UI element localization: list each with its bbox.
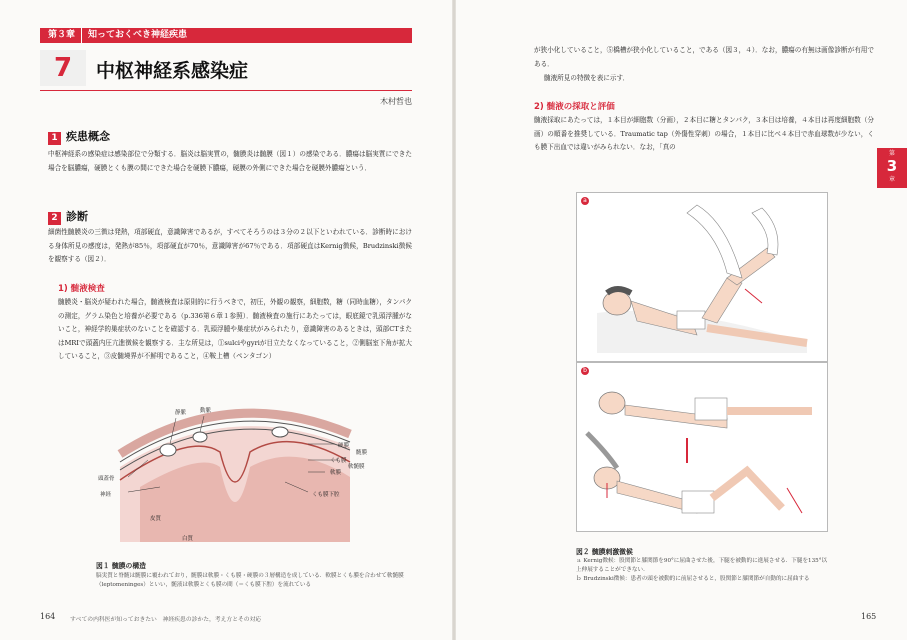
chapter-title: 知っておくべき神経疾患 [88, 30, 188, 40]
motion-arrow-leg [787, 488, 802, 513]
label-artery: 動脈 [200, 408, 212, 414]
chapter-label: 第３章 [40, 28, 82, 43]
figure1-caption: 図１ 髄膜の構造 [96, 562, 146, 570]
label-dura: 硬膜 [338, 443, 350, 449]
heading-text: 疾患概念 [66, 130, 110, 143]
paragraph-diagnosis: 細菌性髄膜炎の三徴は発熱，項部硬直，意識障害であるが，すべてそろうのは３分の２以下といわれている．診断時における身体所見の感度は，発熱が85％，項部硬直が70％，意識障害が67％である．項部硬直はKernig徴候，Brudzinski徴候を観察する（図２）． [48, 228, 412, 264]
figure2-caption: 図２ 髄膜刺激徴候 [576, 548, 633, 556]
figure-meninges-structure [80, 392, 380, 552]
examiner-arm-right [752, 208, 778, 255]
brudzinski-illustration [577, 363, 827, 531]
vessel-right [272, 427, 288, 437]
subheading-csf-collection: 2) 髄液の採取と評価 [534, 102, 615, 112]
heading-text: 診断 [66, 210, 88, 223]
heading-number: 1 [48, 132, 61, 145]
figure2-description-a: ａ Kernig徴候：股関節と膝関節を90°に屈曲させた後，下腿を被動的に進展させる．下腿を135°以上伸展することができない． [576, 558, 828, 573]
side-tab-prefix: 第 [888, 150, 895, 157]
section-title: 中枢神経系感染症 [96, 60, 249, 82]
right-page [456, 0, 907, 640]
figure-badge-a: a [581, 197, 589, 205]
chapter-side-tab [877, 148, 907, 188]
section-title-row [40, 50, 412, 91]
label-leptomeninges: 軟髄膜 [348, 464, 365, 470]
patient-head-top [599, 392, 625, 414]
page-number-left: 164 [40, 612, 56, 621]
paragraph-concept: 中枢神経系の感染症は感染部位で分類する．脳炎は脳実質の，髄膜炎は髄膜（図１）の感染である．膿瘍は脳実質にできた場合を脳膿瘍，硬膜とくも膜の間にできた場合を硬膜下膿瘍，硬膜の外側にできた場合を硬膜外膿瘍という． [48, 150, 412, 172]
examiner-arm-left [687, 205, 742, 278]
figure2b-brudzinski [576, 362, 828, 532]
figure-badge-b: b [581, 367, 589, 375]
paragraph-csf-collection: 髄液採取にあたっては，１本目が細胞数（分画），２本目に糖とタンパク，３本目は培養，４本目は再度細胞数（分画）の順番を推奨している．Traumatic tap（外傷性穿刺）の場合，１本目に比べ４本目で赤血球数が少ない，くも膜下出血では違いがみられない．なお，「真の [534, 116, 874, 152]
side-tab-number: 3 [886, 157, 898, 175]
label-skull: 頭蓋骨 [98, 476, 115, 482]
vein-vessel [160, 444, 176, 456]
label-white-matter: 白質 [182, 536, 194, 542]
left-page [0, 0, 452, 640]
patient-flexed-leg [712, 471, 782, 508]
heading-disease-concept [48, 128, 110, 145]
paragraph-csf-exam: 髄膜炎・脳炎が疑われた場合，髄液検査は原則的に行うべきで，初圧，外観の観察，細胞数，糖（同時血糖），タンパクの測定，グラム染色と培養が必要である（p.336第６章１参照）．髄液検査の施行にあたっては，眼底鏡で乳頭浮腫がないこと，神経学的巣症状のないことを確認する．乳頭浮腫や巣症状がみられたり，意識障害のあるときは，頭部CTまたはMRIで頭蓋内圧亢進徴候を観察する．主な所見は，①sulciやgyriが目立たなくなっていること，②側脳室下角が拡大していること，③皮髄境界が不鮮明であること，④鞍上槽（ペンタゴン） [58, 298, 412, 361]
side-tab-suffix: 章 [888, 176, 895, 183]
label-pia: 軟膜 [330, 470, 342, 476]
label-subarachnoid: くも膜下腔 [312, 492, 340, 498]
paragraph-table-ref: 髄液所見の特徴を表に示す． [544, 74, 630, 82]
patient-shorts-top [695, 398, 727, 420]
motion-arrow-a [745, 289, 762, 303]
kernig-illustration [577, 193, 827, 361]
label-meninges: 髄膜 [356, 450, 368, 456]
heading-diagnosis [48, 208, 88, 225]
page-number-right: 165 [861, 612, 877, 621]
patient-head [603, 291, 631, 315]
patient-shorts [677, 311, 705, 329]
patient-shorts-bottom [682, 491, 714, 513]
patient-thigh [702, 278, 742, 323]
figure1-description: 脳実質と脊髄は髄膜に覆われており，髄膜は軟膜・くも膜・硬膜の３層構造を成している．軟膜とくも膜を合わせて軟髄膜（leptomeninges）といい，髄液は軟膜とくも膜の間（＝くも膜下腔）を流れている [96, 573, 404, 588]
paragraph-continued: が狭小化していること，⑤橋槽が狭小化していること，である（図３，４）．なお，膿瘍の有無は画像診断が有用である． [534, 46, 874, 68]
figure2a-kernig [576, 192, 828, 362]
section-number: 7 [40, 50, 86, 86]
label-vein: 静脈 [175, 410, 187, 416]
running-head: すべての内科医が知っておきたい 神経疾患の診かた，考え方とその対応 [70, 617, 262, 623]
label-nerve: 神経 [100, 492, 112, 498]
author-name: 木村哲也 [380, 97, 412, 106]
chapter-header-bar [40, 28, 412, 43]
meninges-diagram [80, 392, 380, 552]
artery-vessel [193, 432, 207, 442]
heading-number: 2 [48, 212, 61, 225]
examiner-hand [587, 433, 617, 468]
subheading-csf-exam: 1) 髄液検査 [58, 284, 105, 294]
label-arachnoid: くも膜 [330, 458, 347, 464]
label-cortex: 皮質 [150, 516, 162, 522]
figure2-description-b: ｂ Brudzinski徴候：患者の頭を被動的に前屈させると，股関節と膝関節が自動的に屈曲する [576, 576, 810, 582]
